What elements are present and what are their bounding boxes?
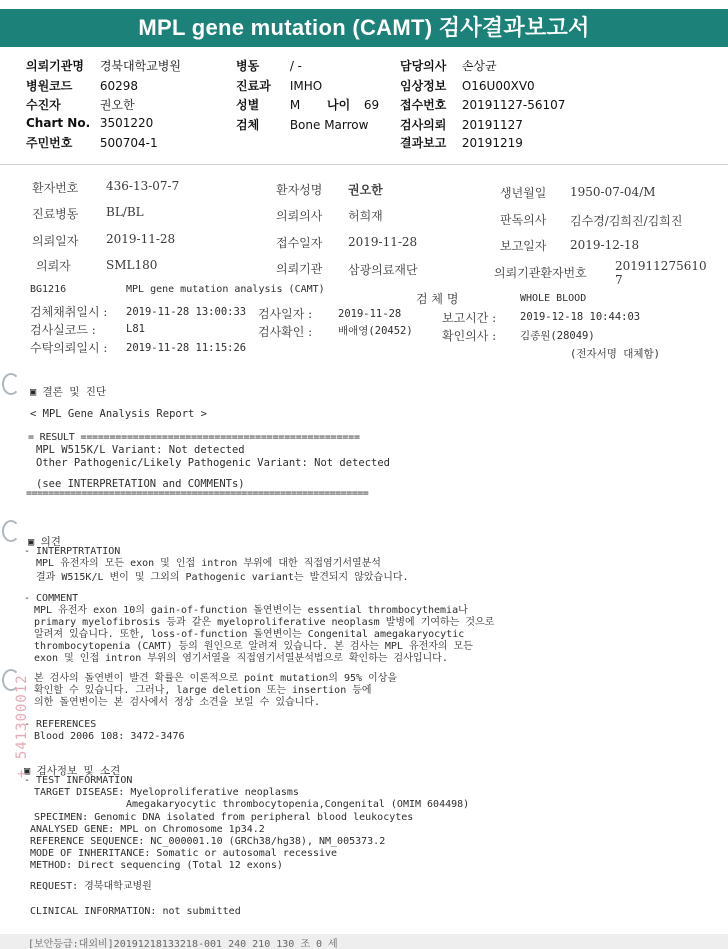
report-date-label: 결과보고 — [400, 136, 447, 150]
pink-stamp: + 541300012 — [14, 674, 30, 778]
scan-patient-no-value: 436-13-07-7 — [106, 179, 180, 193]
doctor-label: 담당의사 — [400, 59, 447, 73]
scan-req-inst-no-value-2: 7 — [615, 273, 623, 287]
department-label: 진료과 — [236, 79, 271, 93]
scan-ward-value: BL/BL — [106, 205, 144, 219]
comment-line: exon 및 인접 intron 부위의 염기서열을 직접염기서열분석법으로 확인하는 검사입니다. — [34, 653, 448, 664]
report-title: MPL gene mutation (CAMT) 검사결과보고서 — [0, 9, 728, 47]
sex-value: M — [289, 98, 301, 112]
scan-code-line: BG1216 — [30, 284, 67, 295]
scan-req-inst-no-label: 의뢰기관환자번호 — [494, 266, 587, 280]
specimen-value: Bone Marrow — [289, 118, 369, 132]
scan-confirm-doctor-value: 김종원(28049) — [520, 330, 595, 342]
target-disease-2: Amegakaryocytic thrombocytopenia,Congenital (OMIM 604498) — [126, 799, 470, 810]
see-interpretation: (see INTERPRETATION and COMMENTs) — [36, 478, 245, 490]
chart-no-field — [26, 116, 153, 130]
age-value: 69 — [363, 98, 380, 112]
specimen-label: 검체 — [236, 118, 260, 132]
comment-line: 알려져 있습니다. 또한, loss-of-function 돌연변이는 Congenital amegakaryocytic — [34, 629, 465, 640]
scan-collect-label: 검체채취일시 : — [30, 305, 108, 319]
receipt-no-field — [400, 96, 565, 113]
scan-exam-date-label: 검사일자 : — [258, 307, 313, 321]
scan-lab-code-value: L81 — [126, 323, 145, 335]
age-label: 나이 — [327, 98, 351, 112]
scan-req-date-label: 의뢰일자 — [32, 234, 79, 248]
punch-hole-mark — [2, 373, 20, 395]
comment-line: primary myelofibrosis 등과 같은 myeloproliferative neoplasm 발병에 기여하는 것으로 — [34, 617, 495, 628]
scan-rep-date-value: 2019-12-18 — [570, 238, 640, 252]
doctor-value: 손상균 — [461, 59, 497, 73]
ward-value: / - — [289, 59, 303, 73]
target-disease: TARGET DISEASE: Myeloproliferative neoplasms — [34, 787, 299, 798]
scan-req-date-value: 2019-11-28 — [106, 232, 176, 246]
method: METHOD: Direct sequencing (Total 12 exons) — [30, 860, 283, 871]
request-date-value: 20191127 — [461, 118, 523, 132]
request-date-label: 검사의뢰 — [400, 118, 447, 132]
scan-patient-name-label: 환자성명 — [276, 183, 323, 197]
interpretation-line: MPL 유전자의 모든 exon 및 인접 intron 부위에 대한 직접염기서열분석 — [36, 558, 381, 569]
result-double-line: ============================================================== — [26, 488, 369, 499]
receiver-field — [26, 96, 135, 113]
interpretation-line: 결과 W515K/L 변이 및 그외의 Pathogenic variant는 발견되지 않았습니다. — [36, 572, 409, 583]
resident-no-label: 주민번호 — [26, 136, 73, 150]
scan-patient-no-label: 환자번호 — [32, 181, 79, 195]
scan-ward-label: 진료병동 — [32, 207, 79, 221]
sex-field — [236, 96, 330, 113]
scan-requester-label: 의뢰자 — [36, 259, 71, 273]
receiver-label: 수진자 — [26, 98, 61, 112]
reference-sequence: REFERENCE SEQUENCE: NC_000001.10 (GRCh38/hg38), NM_005373.2 — [30, 836, 386, 847]
clinical-info-field — [400, 77, 535, 94]
references-heading: - REFERENCES — [24, 719, 97, 730]
interpretation-heading: - INTERPTRTATION — [24, 546, 121, 557]
scan-rep-date-label: 보고일자 — [500, 239, 547, 253]
scan-birth-value: 1950-07-04/M — [570, 185, 656, 199]
institution-label: 의뢰기관명 — [26, 59, 84, 73]
scan-confirm-doctor-label: 확인의사 : — [442, 329, 497, 343]
section-title-opinion: ▣ 의견 — [28, 536, 61, 548]
scan-patient-name-value: 권오한 — [348, 183, 383, 197]
scan-exam-confirm-value: 배애영(20452) — [338, 325, 413, 337]
scan-consign-value: 2019-11-28 11:15:26 — [126, 342, 247, 354]
mode-of-inheritance: MODE OF INHERITANCE: Somatic or autosomal recessive — [30, 848, 338, 859]
scan-req-doctor-label: 의뢰의사 — [276, 209, 323, 223]
hospital-code-label: 병원코드 — [26, 79, 73, 93]
specimen-field — [236, 116, 368, 133]
scan-req-doctor-value: 허희재 — [348, 209, 383, 223]
clinical-info-value: O16U00XV0 — [461, 79, 535, 93]
report-date-field — [400, 134, 523, 151]
scan-birth-label: 생년월일 — [500, 186, 547, 200]
report-date-value: 20191219 — [461, 136, 523, 150]
scan-lab-code-label: 검사실코드 : — [30, 323, 96, 337]
resident-no-field — [26, 134, 158, 151]
section-title-test-info: ▣ 검사정보 및 소견 — [24, 765, 121, 777]
section-title-result: ▣ 결론 및 진단 — [30, 386, 107, 398]
scan-report-time-value: 2019-12-18 10:44:03 — [520, 311, 641, 323]
receipt-no-label: 접수번호 — [400, 98, 447, 112]
punch-hole-mark — [2, 520, 20, 542]
scan-e-sign: (전자서명 대체함) — [570, 348, 660, 360]
scan-recv-date-value: 2019-11-28 — [348, 235, 418, 249]
test-info-heading: - TEST INFORMATION — [24, 775, 133, 786]
comment-line: 확인할 수 있습니다. 그러나, large deletion 또는 insertion 등에 — [34, 685, 372, 696]
comment-line: 의한 돌연변이는 본 검사에서 정상 소견을 보일 수 있습니다. — [34, 697, 321, 708]
result-other-variant: Other Pathogenic/Likely Pathogenic Variant: Not detected — [36, 457, 391, 469]
ward-label: 병동 — [236, 59, 260, 73]
doctor-field — [400, 57, 497, 74]
scan-reading-doctor-value: 김수경/김희진/김희진 — [570, 214, 683, 228]
reference-line: Blood 2006 108: 3472-3476 — [34, 731, 185, 742]
age-field — [327, 96, 379, 113]
comment-line: thrombocytopenia (CAMT) 등의 원인으로 알려져 있습니다. 본 검사는 MPL 유전자의 모든 — [34, 641, 473, 652]
report-heading: < MPL Gene Analysis Report > — [30, 408, 208, 420]
chart-no-label: Chart No. — [26, 116, 91, 130]
security-footer: [보안등급:대외비]20191218133218-001 240 210 130 조 0 세 — [28, 939, 338, 949]
clinical-information: CLINICAL INFORMATION: not submitted — [30, 906, 241, 917]
scan-test-name: MPL gene mutation analysis (CAMT) — [126, 284, 325, 295]
receiver-value: 권오한 — [99, 98, 135, 112]
clinical-info-label: 임상정보 — [400, 79, 447, 93]
scan-reading-doctor-label: 판독의사 — [500, 213, 547, 227]
scan-consign-label: 수탁의뢰일시 : — [30, 341, 108, 355]
scan-report-time-label: 보고시간 : — [442, 311, 497, 325]
comment-heading: - COMMENT — [24, 593, 79, 604]
scan-req-inst-no-value-1: 201911275610 — [615, 259, 707, 273]
scan-specimen-label: 검 체 명 — [416, 292, 459, 306]
resident-no-value: 500704-1 — [99, 136, 158, 150]
institution-field — [26, 57, 181, 74]
scan-collect-value: 2019-11-28 13:00:33 — [126, 306, 247, 318]
specimen-info: SPECIMEN: Genomic DNA isolated from peripheral blood leukocytes — [34, 812, 414, 823]
sex-label: 성별 — [236, 98, 260, 112]
scan-req-inst-label: 의뢰기관 — [276, 262, 323, 276]
scan-requester-value: SML180 — [106, 258, 158, 272]
department-field — [236, 77, 322, 94]
scan-exam-date-value: 2019-11-28 — [338, 308, 402, 320]
comment-line: 본 검사의 돌연변이 발견 확률은 이론적으로 point mutation의 95% 이상을 — [34, 673, 398, 684]
ward-field — [236, 57, 302, 74]
receipt-no-value: 20191127-56107 — [461, 98, 566, 112]
scan-exam-confirm-label: 검사확인 : — [258, 325, 313, 339]
hospital-code-value: 60298 — [99, 79, 139, 93]
scan-recv-date-label: 접수일자 — [276, 236, 323, 250]
result-mpl-variant: MPL W515K/L Variant: Not detected — [36, 444, 245, 456]
hospital-code-field — [26, 77, 138, 94]
department-value: IMHO — [289, 79, 323, 93]
institution-value: 경북대학교병원 — [99, 59, 181, 73]
result-line: = RESULT ================================================ — [28, 432, 360, 443]
chart-no-value: 3501220 — [99, 116, 154, 130]
scan-req-inst-value: 삼광의료재단 — [348, 263, 418, 277]
request-line: REQUEST: 경북대학교병원 — [30, 881, 152, 892]
comment-line: MPL 유전자 exon 10의 gain-of-function 돌연변이는 essential thrombocythemia나 — [34, 605, 468, 616]
scan-specimen-value: WHOLE BLOOD — [520, 293, 587, 304]
request-date-field — [400, 116, 523, 133]
analysed-gene: ANALYSED GENE: MPL on Chromosome 1p34.2 — [30, 824, 265, 835]
